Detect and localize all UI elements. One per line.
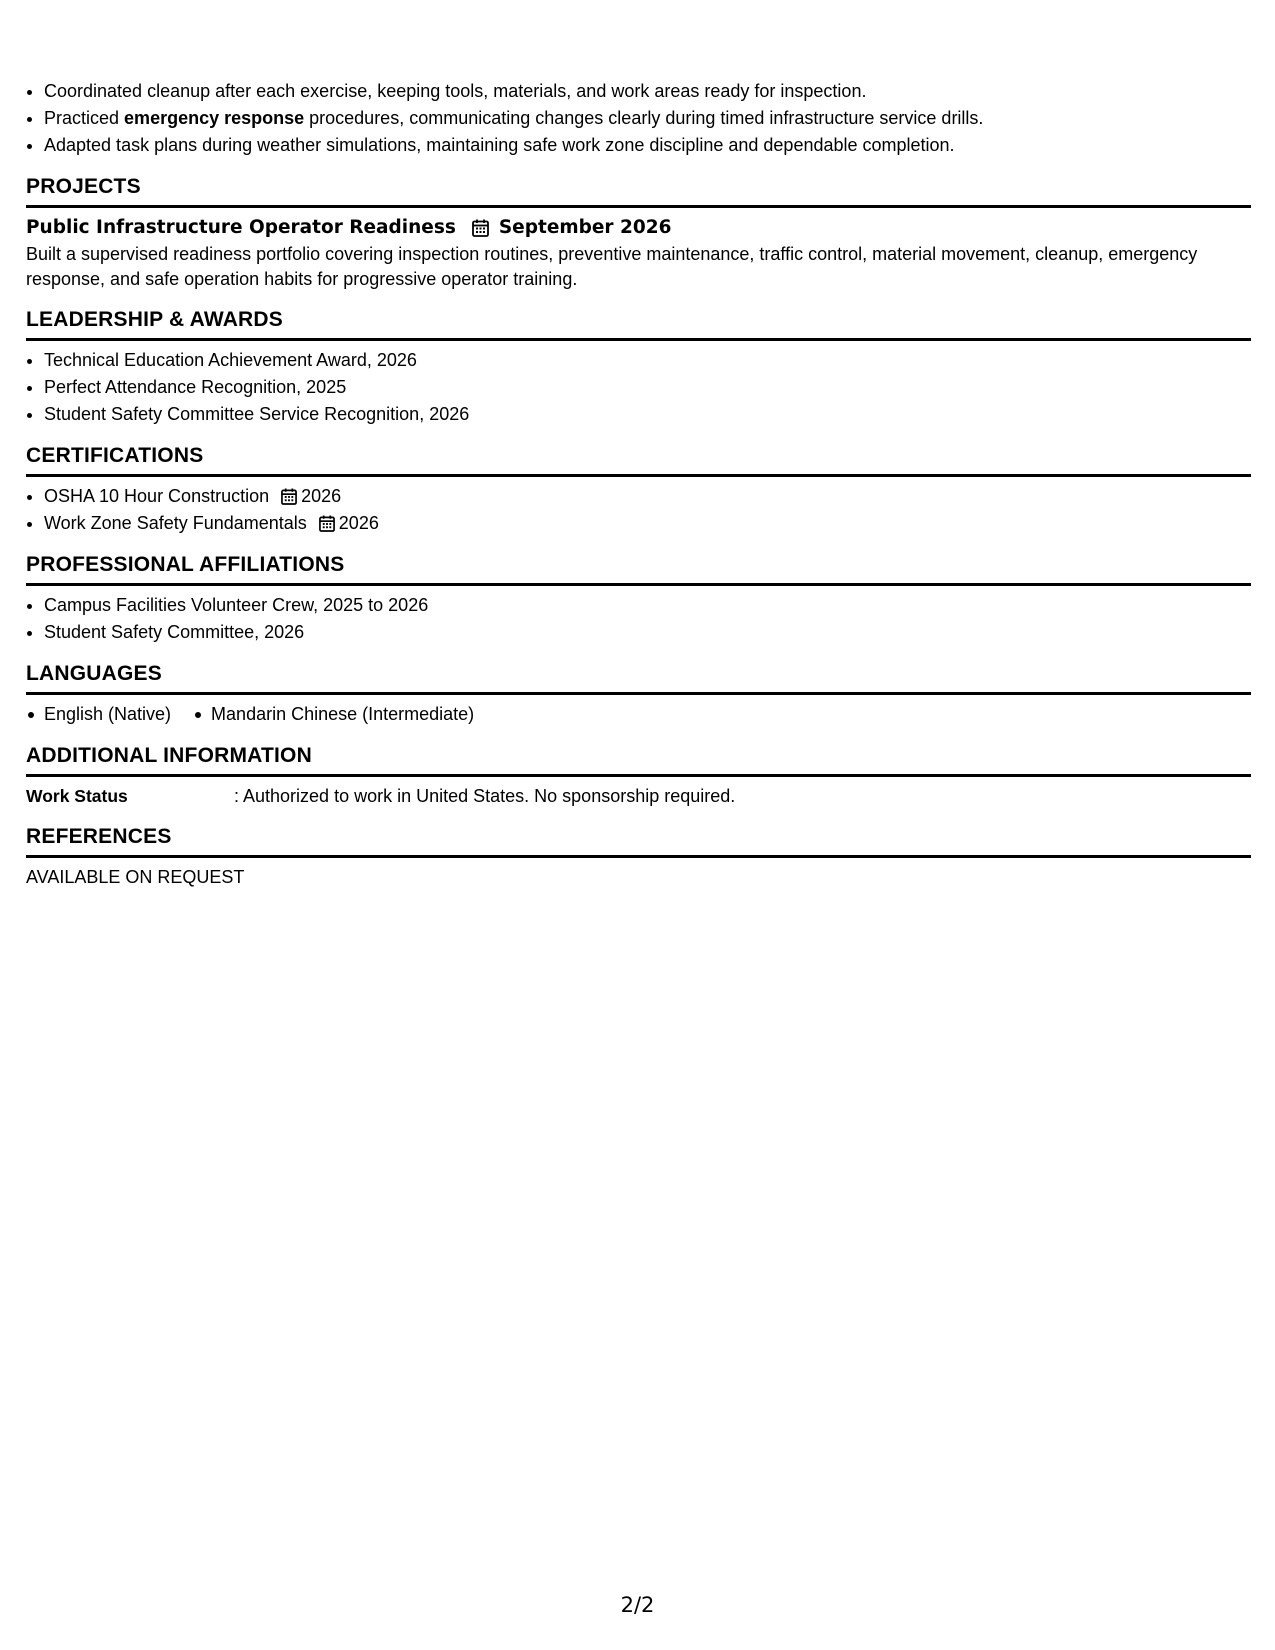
affiliations-section [26, 551, 1251, 646]
project-date: September 2026 [498, 217, 672, 238]
page-number: 2/2 [620, 1593, 655, 1617]
certification-name: • Work Zone Safety Fundamentals [44, 513, 307, 533]
language-item: Mandarin Chinese (Intermediate) [193, 701, 474, 728]
resume-page [26, 78, 1251, 890]
list-item: • Student Safety Committee, 2026 [44, 619, 1251, 646]
section-title-projects: PROJECTS [26, 173, 1251, 208]
languages-list [26, 701, 1251, 728]
project-name: Public Infrastructure Operator Readiness [26, 217, 456, 238]
experience-bullet-list [26, 78, 1251, 159]
experience-bullet: • Practiced emergency response procedures, communicating changes clearly during timed infrastructure service drills. [44, 105, 1251, 132]
leadership-list [26, 347, 1251, 428]
list-item: • Perfect Attendance Recognition, 2025 [44, 374, 1251, 401]
calendar-icon [319, 515, 335, 532]
section-title-languages: LANGUAGES [26, 660, 1251, 695]
project-heading [26, 214, 1251, 242]
certifications-section [26, 442, 1251, 537]
calendar-icon [472, 219, 489, 237]
certifications-list [26, 483, 1251, 537]
work-status-value: : Authorized to work in United States. No sponsorship required. [234, 786, 736, 806]
section-title-leadership: LEADERSHIP & AWARDS [26, 306, 1251, 341]
affiliations-list [26, 592, 1251, 646]
section-title-affiliations: PROFESSIONAL AFFILIATIONS [26, 551, 1251, 586]
section-title-additional: ADDITIONAL INFORMATION [26, 742, 1251, 777]
work-status-label: Work Status [26, 786, 128, 806]
work-status-row [26, 783, 1251, 809]
list-item: • Student Safety Committee Service Recognition, 2026 [44, 401, 1251, 428]
list-item [44, 483, 1251, 510]
project-description: Built a supervised readiness portfolio covering inspection routines, preventive maintenance, traffic control, material movement, cleanup, emergency response, and safe operation habits for progressive operator training. [26, 244, 1198, 289]
section-title-certifications: CERTIFICATIONS [26, 442, 1251, 477]
certification-name: • OSHA 10 Hour Construction [44, 486, 270, 506]
language-item: English (Native) [26, 701, 171, 728]
list-item [44, 510, 1251, 537]
experience-bullet: • Coordinated cleanup after each exercise, keeping tools, materials, and work areas ready for inspection. [44, 78, 1251, 105]
certification-year: 2026 [301, 486, 342, 506]
leadership-section [26, 306, 1251, 428]
additional-info-section [26, 742, 1251, 809]
calendar-icon [281, 488, 297, 505]
references-section [26, 823, 1251, 890]
experience-bullet: • Adapted task plans during weather simulations, maintaining safe work zone discipline and dependable completion. [44, 132, 1251, 159]
bold-phrase: emergency response [124, 108, 305, 128]
list-item: • Technical Education Achievement Award, 2026 [44, 347, 1251, 374]
section-title-references: REFERENCES [26, 823, 1251, 858]
list-item: • Campus Facilities Volunteer Crew, 2025 to 2026 [44, 592, 1251, 619]
references-text: AVAILABLE ON REQUEST [26, 867, 245, 887]
certification-year: 2026 [338, 513, 379, 533]
languages-section [26, 660, 1251, 728]
projects-section [26, 173, 1251, 292]
